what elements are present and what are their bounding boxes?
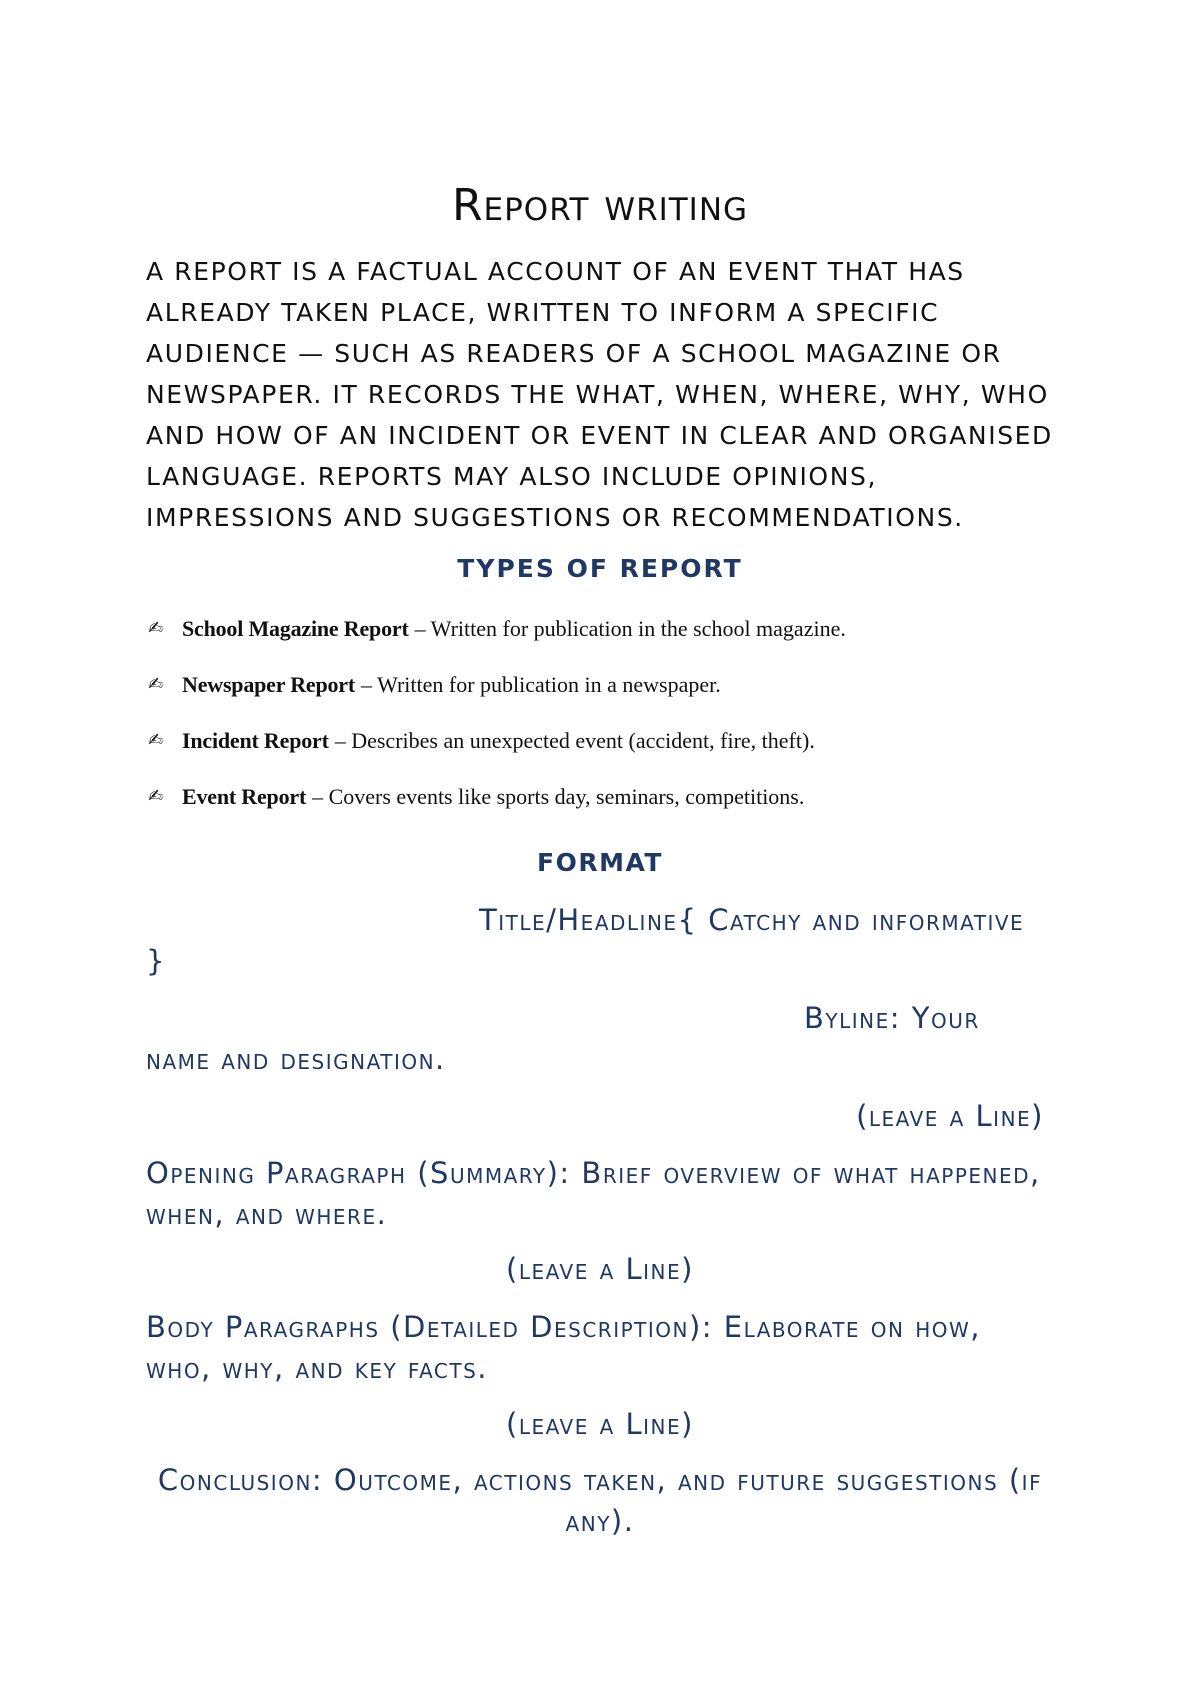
list-item [148,616,1098,672]
type-name: Event Report [182,784,307,809]
format-leave-line: (leave a Line) [856,1099,1044,1133]
format-title-line: Title/Headline{ Catchy and informative } [146,903,1025,978]
types-heading: TYPES OF REPORT [457,554,743,583]
types-list [148,616,1098,840]
type-description: – Written for publication in a newspaper. [360,672,721,697]
type-name: Newspaper Report [182,672,355,697]
intro-paragraph: A REPORT IS A FACTUAL ACCOUNT OF AN EVENT THAT HAS ALREADY TAKEN PLACE, WRITTEN TO INFORM A SPECIFIC AUDIENCE — SUCH AS READERS OF A SCHOOL MAGAZINE OR NEWSPAPER. IT RECORDS THE WHAT, WHEN, WHERE, WHY, WHO AND HOW OF AN INCIDENT OR EVENT IN CLEAR AND ORGANISED LANGUAGE. REPORTS MAY ALSO INCLUDE OPINIONS, IMPRESSIONS AND SUGGESTIONS OR RECOMMENDATIONS. [146,257,1053,532]
format-conclusion: Conclusion: Outcome, actions taken, and future suggestions (if any). [157,1463,1043,1538]
writing-hand-icon: ✍ [148,786,164,807]
type-name: School Magazine Report [182,616,409,641]
type-description: – Covers events like sports day, seminars, competitions. [312,784,805,809]
format-byline: Byline: Your name and designation. [146,1001,980,1076]
type-description: – Describes an unexpected event (accident, fire, theft). [334,728,815,753]
format-leave-line: (leave a Line) [506,1252,694,1286]
writing-hand-icon: ✍ [148,674,164,695]
format-heading: FORMAT [537,848,663,877]
page-title: Report writing [451,180,749,231]
writing-hand-icon: ✍ [148,730,164,751]
list-item [148,672,1098,728]
format-leave-line: (leave a Line) [506,1407,694,1441]
type-name: Incident Report [182,728,329,753]
writing-hand-icon: ✍ [148,618,164,639]
format-body-paragraphs: Body Paragraphs (Detailed Description): Elaborate on how, who, why, and key facts. [146,1310,981,1385]
list-item [148,784,1098,840]
list-item [148,728,1098,784]
type-description: – Written for publication in the school magazine. [414,616,846,641]
format-opening-paragraph: Opening Paragraph (Summary): Brief overview of what happened, when, and where. [146,1156,1041,1231]
